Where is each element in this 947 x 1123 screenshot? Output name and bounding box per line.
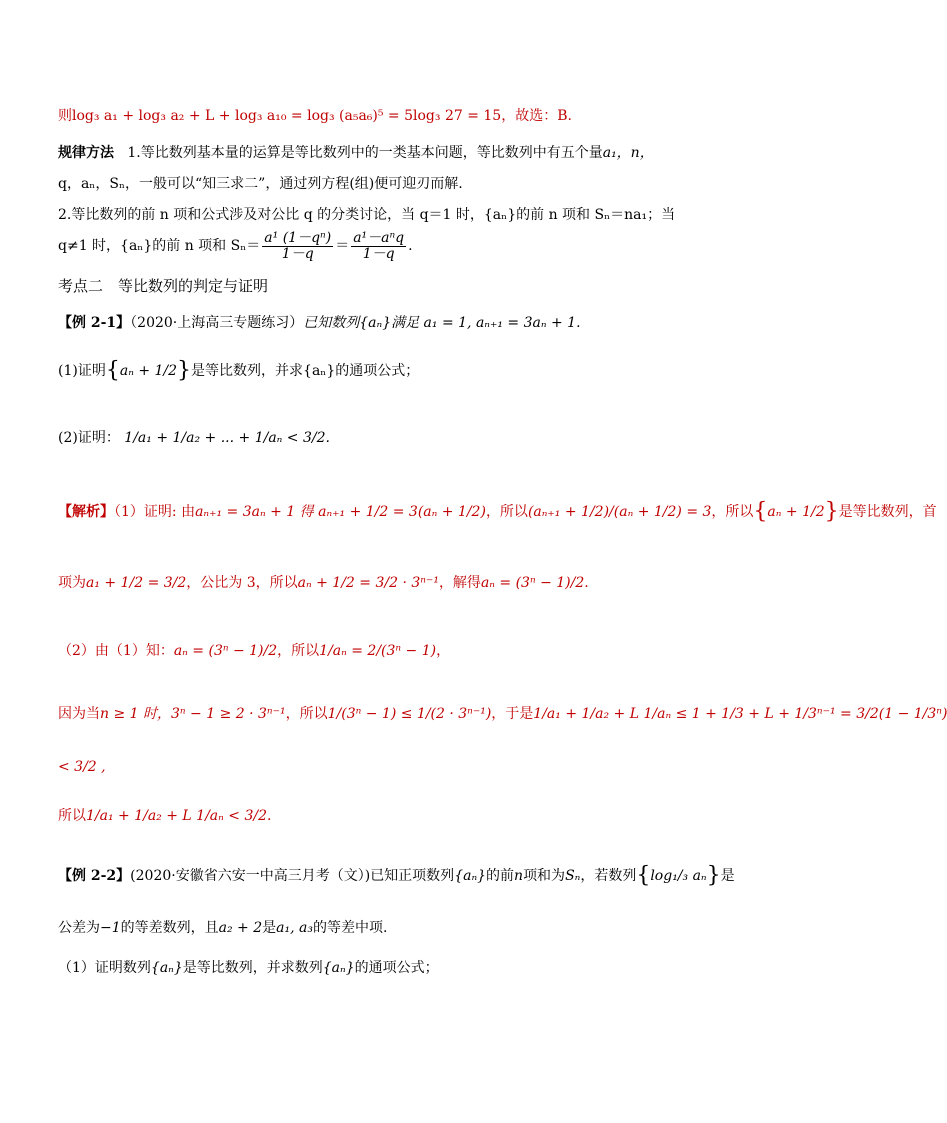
method-line-3 [58,205,675,225]
example-2-1-q2: (2)证明： 1/a₁ + 1/a₂ + ... + 1/aₙ < 3/2. [58,430,330,446]
method-label: 规律方法 [58,145,114,161]
example-2-1-text: 已知数列{aₙ}满足 a₁ = 1, aₙ₊₁ = 3aₙ + 1. [303,315,581,331]
example-2-2-line-1: 【例 2-2】(2020·安徽省六安一中高三月考（文）)已知正项数列{aₙ}的前n项和为Sₙ，若数列{log₁/₃ aₙ}是 [58,863,735,888]
example-2-1-header [58,313,581,333]
example-2-1-source: （2020·上海高三专题练习） [130,315,304,331]
q1-expression: aₙ + 1/2 [119,363,178,379]
method-text-1: 1.等比数列基本量的运算是等比数列中的一类基本问题，等比数列中有五个量 [127,145,603,161]
solution-line-s6: 所以1/a₁ + 1/a₂ + L 1/aₙ < 3/2. [58,808,272,824]
method-text-3: 2.等比数列的前 n 项和公式涉及对公比 q 的分类讨论，当 q＝1 时，{aₙ}的前 n 项和 Sₙ＝na₁；当 [58,207,676,223]
method-vars-1: a₁，n， [602,145,654,161]
method-line-2 [58,174,463,194]
solution-line-1 [58,106,572,126]
example-2-2-source: (2020·安徽省六安一中高三月考（文）) [130,868,371,884]
section-title: 考点二 等比数列的判定与证明 [58,277,269,295]
example-2-2-line-2: 公差为−1的等差数列，且a₂ + 2是a₁, a₃的等差中项. [58,920,388,936]
solution-line-s2: 项为a₁ + 1/2 = 3/2，公比为 3，所以aₙ + 1/2 = 3/2 · 3ⁿ⁻¹，解得aₙ = (3ⁿ − 1)/2. [58,575,589,591]
text-ze: 则 [58,108,72,124]
answer-choice: ，故选：B. [501,108,572,124]
example-2-2-label: 【例 2-2】 [58,868,131,884]
example-2-2-q1: （1）证明数列{aₙ}是等比数列，并求数列{aₙ}的通项公式； [58,960,439,976]
solution-line-s1: 【解析】（1）证明: 由aₙ₊₁ = 3aₙ + 1 得 aₙ₊₁ + 1/2 = 3(aₙ + 1/2)，所以(aₙ₊₁ + 1/2)/(aₙ + 1/2) = 3，所以{aₙ + 1/2}是等比数列，首 [58,499,937,524]
method-text-2: q，aₙ，Sₙ，一般可以“知三求二”，通过列方程(组)便可迎刃而解. [58,176,463,192]
q2-expression: 1/a₁ + 1/a₂ + ... + 1/aₙ < 3/2. [124,430,330,446]
solution-line-s3: （2）由（1）知：aₙ = (3ⁿ − 1)/2，所以1/aₙ = 2/(3ⁿ − 1)， [58,643,451,659]
example-2-1-q1: (1)证明{aₙ + 1/2}是等比数列，并求{aₙ}的通项公式； [58,358,420,383]
method-line-1 [58,143,654,163]
method-text-4: q≠1 时，{aₙ}的前 n 项和 Sₙ＝ [58,238,261,254]
solution-label: 【解析】 [58,504,114,520]
example-2-1-label: 【例 2-1】 [58,315,131,331]
sum-formula-fraction-1: $\frac{\text{a¹ (1－qⁿ)}}{1-q}$ [264,229,332,262]
log-sequence-expression: log₁/₃ aₙ [650,868,707,884]
sum-formula-fraction-2: $\frac{\text{a¹－aⁿq}}{1-q}$ [353,229,405,262]
solution-line-s5: < 3/2 , [58,759,106,775]
log-equation: log₃ a₁ + log₃ a₂ + L + log₃ a₁₀ = log₃ (a₅a₆)⁵ = 5log₃ 27 = 15 [72,108,502,124]
solution-line-s4: 因为当n ≥ 1 时，3ⁿ − 1 ≥ 2 · 3ⁿ⁻¹，所以1/(3ⁿ − 1) ≤ 1/(2 · 3ⁿ⁻¹)，于是1/a₁ + 1/a₂ + L 1/aₙ ≤ 1 + 1/3 + L + 1/3ⁿ⁻¹ = 3/2(1 − 1/3ⁿ) [58,706,947,722]
method-line-4: q≠1 时，{aₙ}的前 n 项和 Sₙ＝ $\frac{\text{a¹ (1－qⁿ)}}{1-q}$ ＝ $\frac{\text{a¹－aⁿq}}{1-q}$ . [58,229,413,262]
